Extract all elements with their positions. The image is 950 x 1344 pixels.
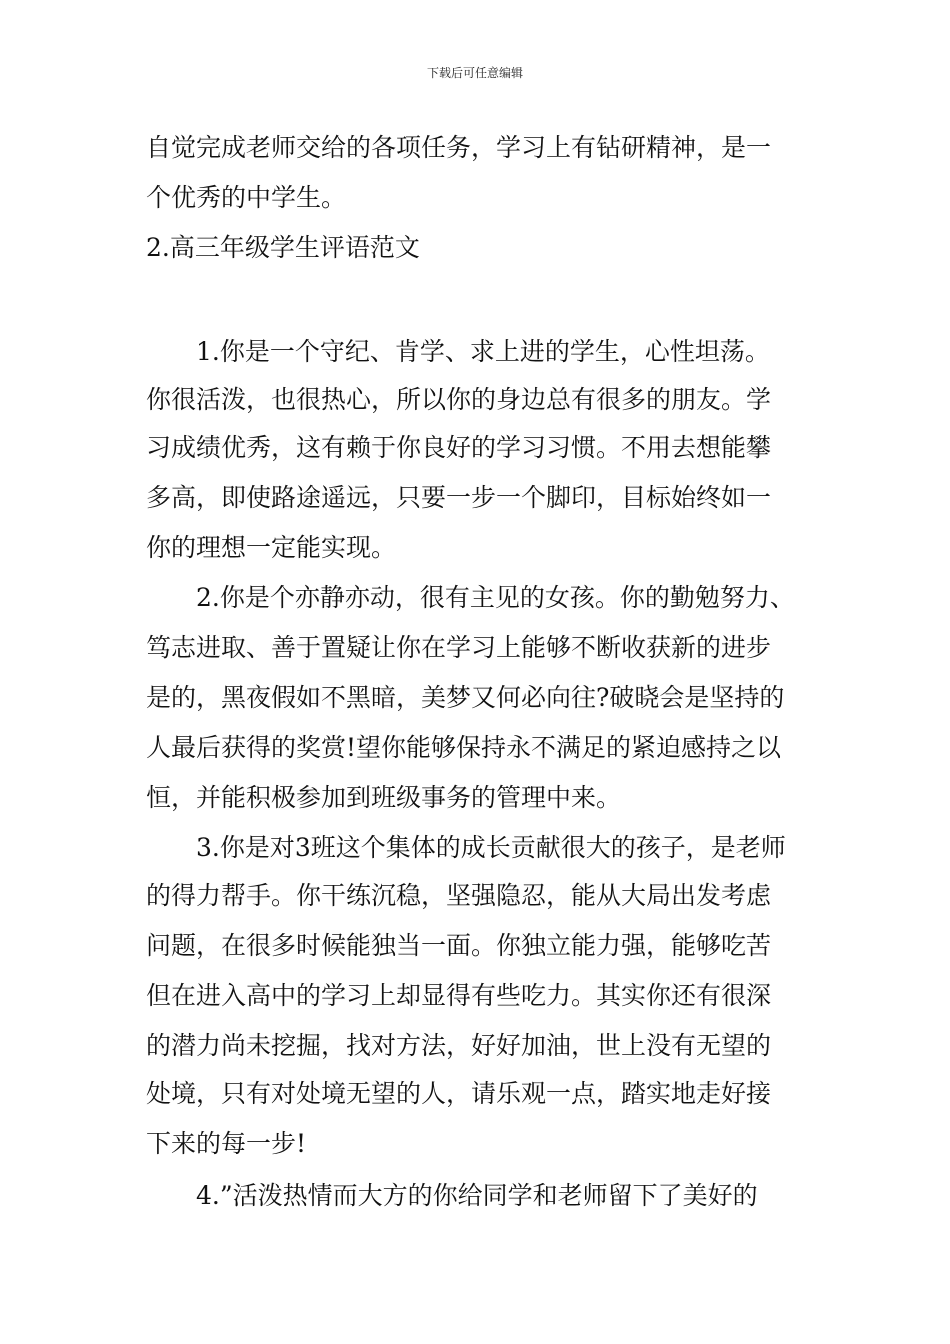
page-header: 下载后可任意编辑 [426,66,523,80]
text-line: 是的，黑夜假如不黑暗，美梦又何必向往?破晓会是坚持的 [146,683,785,712]
paragraph-start: 3.你是对3班这个集体的成长贡献很大的孩子，是老师 [196,833,786,862]
text-line: 恒，并能积极参加到班级事务的管理中来。 [146,783,622,812]
paragraph-start: 1.你是一个守纪、肯学、求上进的学生，心性坦荡。 [196,337,770,366]
text-line: 自觉完成老师交给的各项任务，学习上有钻研精神，是一 [146,133,772,162]
text-line: 个优秀的中学生。 [146,183,347,212]
text-line: 但在进入高中的学习上却显得有些吃力。其实你还有很深 [146,981,772,1010]
text-line: 的得力帮手。你干练沉稳，坚强隐忍，能从大局出发考虑 [146,881,772,910]
text-line: 你很活泼，也很热心，所以你的身边总有很多的朋友。学 [146,385,772,414]
section-heading: 2.高三年级学生评语范文 [146,233,420,262]
text-line: 习成绩优秀，这有赖于你良好的学习习惯。不用去想能攀 [146,433,772,462]
text-line: 下来的每一步! [146,1129,307,1158]
text-line: 笃志进取、善于置疑让你在学习上能够不断收获新的进步 [146,633,772,662]
paragraph-start: 2.你是个亦静亦动，很有主见的女孩。你的勤勉努力、 [196,583,795,612]
text-line: 人最后获得的奖赏!望你能够保持永不满足的紧迫感持之以 [146,733,782,762]
text-line: 多高，即使路途遥远，只要一步一个脚印，目标始终如一 [146,483,772,512]
paragraph-start: 4.”活泼热情而大方的你给同学和老师留下了美好的 [196,1181,758,1210]
text-line: 的潜力尚未挖掘，找对方法，好好加油，世上没有无望的 [146,1031,772,1060]
text-line: 问题，在很多时候能独当一面。你独立能力强，能够吃苦 [146,931,772,960]
text-line: 你的理想一定能实现。 [146,533,397,562]
text-line: 处境，只有对处境无望的人，请乐观一点，踏实地走好接 [146,1079,772,1108]
